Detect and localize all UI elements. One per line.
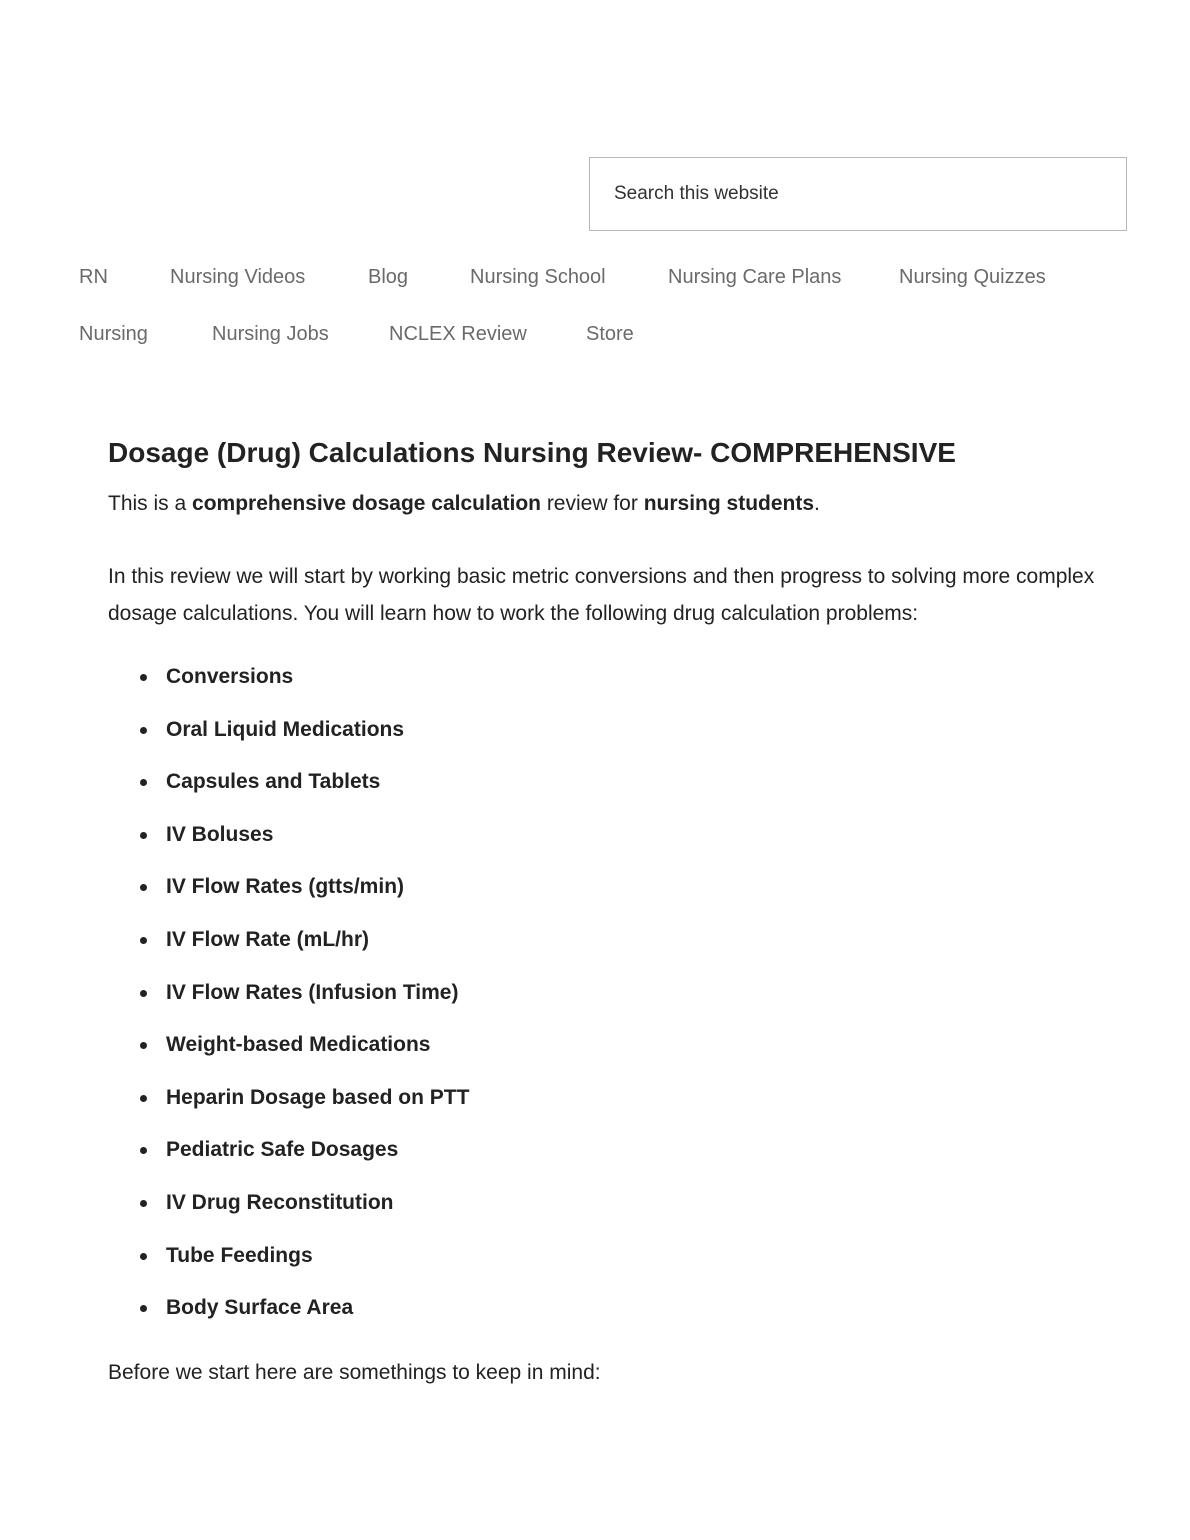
- list-item: [108, 976, 469, 1029]
- list-item: [108, 765, 469, 818]
- nav-link-nursing-videos[interactable]: Nursing Videos: [170, 266, 306, 288]
- nav-link-nursing-quizzes[interactable]: Nursing Quizzes: [899, 266, 1046, 288]
- topic-label: Conversions: [166, 665, 294, 688]
- topic-label: Pediatric Safe Dosages: [166, 1138, 399, 1162]
- topic-label: IV Flow Rates (gtts/min): [166, 875, 405, 899]
- list-item: [108, 1186, 469, 1239]
- topic-list: [108, 660, 469, 1344]
- list-item: [108, 1239, 469, 1292]
- list-item: [108, 818, 469, 871]
- topic-label: IV Drug Reconstitution: [166, 1190, 394, 1214]
- nav-link-blog[interactable]: Blog: [368, 266, 409, 288]
- bullet-icon: [140, 1042, 147, 1049]
- bullet-icon: [140, 1200, 147, 1207]
- list-item: [108, 1291, 469, 1344]
- list-item: [108, 870, 469, 923]
- topic-label: Tube Feedings: [166, 1243, 313, 1267]
- list-item: [108, 923, 469, 976]
- topic-label: Oral Liquid Medications: [166, 717, 405, 741]
- topic-label: IV Boluses: [166, 822, 274, 846]
- list-item: [108, 713, 469, 766]
- intro-text-part: .: [814, 492, 820, 515]
- topic-label: Capsules and Tablets: [166, 770, 381, 794]
- intro-text-part: review for: [540, 492, 644, 515]
- bullet-icon: [140, 727, 147, 734]
- search-box[interactable]: [589, 157, 1127, 231]
- bullet-icon: [140, 884, 147, 891]
- list-item: [108, 660, 469, 713]
- bullet-icon: [140, 1095, 147, 1102]
- bullet-icon: [140, 990, 147, 997]
- topic-label: Weight-based Medications: [166, 1033, 431, 1057]
- nav-link-nclex-review[interactable]: NCLEX Review: [389, 323, 527, 345]
- intro-text-part: This is a: [108, 492, 193, 515]
- nav-link-store[interactable]: Store: [586, 323, 634, 345]
- bullet-icon: [140, 674, 147, 681]
- bullet-icon: [140, 1147, 147, 1154]
- topic-label: Body Surface Area: [166, 1296, 354, 1320]
- bullet-icon: [140, 779, 147, 786]
- bullet-icon: [140, 832, 147, 839]
- topic-label: IV Flow Rate (mL/hr): [166, 927, 370, 951]
- nav-link-rn[interactable]: RN: [79, 266, 108, 288]
- bullet-icon: [140, 1305, 147, 1312]
- topic-label: IV Flow Rates (Infusion Time): [166, 980, 459, 1004]
- list-item: [108, 1133, 469, 1186]
- bullet-icon: [140, 937, 147, 944]
- nav-link-nursing-care-plans[interactable]: Nursing Care Plans: [668, 266, 842, 288]
- list-item: [108, 1081, 469, 1134]
- nav-link-nursing[interactable]: Nursing: [79, 323, 148, 345]
- intro-text: [108, 488, 820, 520]
- topic-label: Heparin Dosage based on PTT: [166, 1085, 470, 1109]
- nav-link-nursing-school[interactable]: Nursing School: [470, 266, 606, 288]
- overview-paragraph: In this review we will start by working basic metric conversions and then progress to solving more complex dosage calculations. You will learn how to work the following drug calculation problems:: [108, 565, 1095, 625]
- bullet-icon: [140, 1253, 147, 1260]
- list-item: [108, 1028, 469, 1081]
- closing-text: Before we start here are somethings to keep in mind:: [108, 1361, 601, 1384]
- search-input[interactable]: [590, 158, 1126, 230]
- intro-bold-audience: nursing students: [643, 492, 815, 515]
- intro-bold-term: comprehensive dosage calculation: [192, 492, 541, 515]
- nav-link-nursing-jobs[interactable]: Nursing Jobs: [212, 323, 329, 345]
- page-title: Dosage (Drug) Calculations Nursing Review- COMPREHENSIVE: [108, 437, 956, 468]
